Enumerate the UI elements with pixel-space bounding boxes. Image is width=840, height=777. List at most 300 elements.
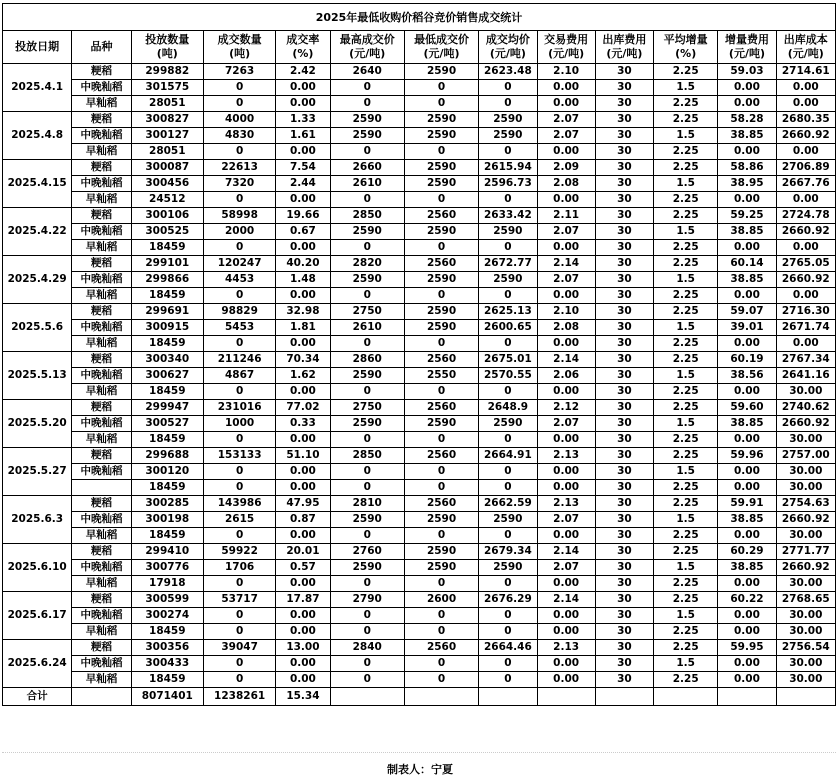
empty-cell [718,688,776,706]
value-cell: 53717 [203,592,275,608]
value-cell: 0.57 [276,560,330,576]
value-cell: 30.00 [776,480,835,496]
value-cell: 30 [595,400,653,416]
value-cell: 4000 [203,112,275,128]
date-cell: 2025.5.13 [3,352,72,400]
value-cell: 2.25 [654,672,718,688]
column-header [131,31,203,64]
value-cell: 0 [479,192,537,208]
value-cell: 1.62 [276,368,330,384]
value-cell: 1.5 [654,224,718,240]
value-cell: 0.00 [537,384,595,400]
value-cell: 0.00 [537,192,595,208]
value-cell: 0.00 [776,144,835,160]
value-cell: 0.00 [276,528,330,544]
value-cell: 2590 [404,560,478,576]
value-cell: 2676.29 [479,592,537,608]
value-cell: 0.00 [537,576,595,592]
value-cell: 0 [479,576,537,592]
column-header [776,31,835,64]
value-cell: 300106 [131,208,203,224]
variety-cell: 粳稻 [72,160,131,176]
value-cell: 300285 [131,496,203,512]
value-cell: 2757.00 [776,448,835,464]
value-cell: 30 [595,512,653,528]
value-cell: 300599 [131,592,203,608]
value-cell: 2662.59 [479,496,537,512]
value-cell: 2590 [330,560,404,576]
column-header-text: (元/吨) [787,47,824,60]
value-cell: 0.00 [718,656,776,672]
value-cell: 0.00 [537,672,595,688]
value-cell: 2625.13 [479,304,537,320]
value-cell: 2.25 [654,624,718,640]
value-cell: 1.5 [654,512,718,528]
value-cell: 0 [479,480,537,496]
value-cell: 2.25 [654,208,718,224]
value-cell: 0.00 [537,528,595,544]
value-cell: 0.00 [276,656,330,672]
value-cell: 30 [595,432,653,448]
variety-cell: 中晚籼稻 [72,176,131,192]
table-row [3,256,836,272]
header-row [3,31,836,64]
value-cell: 0 [479,432,537,448]
value-cell: 0.00 [276,480,330,496]
value-cell: 0 [330,240,404,256]
total-label: 合计 [3,688,72,706]
value-cell: 0 [404,192,478,208]
column-header-text: (元/吨) [606,47,643,60]
value-cell: 7263 [203,64,275,80]
column-header-text: (吨) [156,47,178,60]
value-cell: 2590 [404,416,478,432]
value-cell: 2850 [330,208,404,224]
variety-cell: 早籼稻 [72,576,131,592]
value-cell: 30 [595,128,653,144]
value-cell: 7320 [203,176,275,192]
table-row [3,640,836,656]
value-cell: 300915 [131,320,203,336]
value-cell: 0.00 [718,608,776,624]
value-cell: 2767.34 [776,352,835,368]
variety-cell: 早籼稻 [72,624,131,640]
value-cell: 77.02 [276,400,330,416]
empty-cell [537,688,595,706]
value-cell: 60.22 [718,592,776,608]
value-cell: 2623.48 [479,64,537,80]
variety-cell: 粳稻 [72,544,131,560]
value-cell: 0.00 [718,144,776,160]
value-cell: 2660.92 [776,272,835,288]
value-cell: 299691 [131,304,203,320]
value-cell: 0 [330,96,404,112]
value-cell: 2660 [330,160,404,176]
variety-cell: 粳稻 [72,400,131,416]
value-cell: 0.00 [276,336,330,352]
table-footer: 制表人：宁夏 [387,763,453,776]
table-row [3,304,836,320]
value-cell: 18459 [131,240,203,256]
value-cell: 211246 [203,352,275,368]
value-cell: 0 [203,288,275,304]
value-cell: 30 [595,672,653,688]
column-header [537,31,595,64]
value-cell: 30.00 [776,624,835,640]
value-cell: 38.56 [718,368,776,384]
value-cell: 300776 [131,560,203,576]
value-cell: 30 [595,480,653,496]
value-cell: 2860 [330,352,404,368]
value-cell: 2590 [330,416,404,432]
value-cell: 2820 [330,256,404,272]
total-rate: 15.34 [276,688,330,706]
variety-cell: 早籼稻 [72,144,131,160]
table-row [3,432,836,448]
column-header-text: (吨) [229,47,251,60]
value-cell: 30 [595,544,653,560]
value-cell: 2850 [330,448,404,464]
value-cell: 299866 [131,272,203,288]
value-cell: 2.07 [537,416,595,432]
value-cell: 143986 [203,496,275,512]
empty-cell [72,688,131,706]
value-cell: 0 [479,624,537,640]
variety-cell: 粳稻 [72,256,131,272]
date-cell: 2025.6.3 [3,496,72,544]
value-cell: 1.5 [654,320,718,336]
value-cell: 0 [203,336,275,352]
value-cell: 301575 [131,80,203,96]
value-cell: 30 [595,288,653,304]
table-row [3,320,836,336]
variety-cell: 粳稻 [72,208,131,224]
value-cell: 28051 [131,144,203,160]
value-cell: 2.14 [537,256,595,272]
value-cell: 0.00 [776,96,835,112]
value-cell: 0.00 [718,576,776,592]
value-cell: 120247 [203,256,275,272]
column-header-text: 出库成本 [783,33,828,46]
table-row [3,288,836,304]
value-cell: 2615 [203,512,275,528]
table-row [3,544,836,560]
value-cell: 60.14 [718,256,776,272]
value-cell: 0.00 [537,80,595,96]
value-cell: 0 [479,464,537,480]
column-header [3,31,72,64]
value-cell: 2615.94 [479,160,537,176]
value-cell: 2.25 [654,288,718,304]
table-row [3,496,836,512]
value-cell: 299688 [131,448,203,464]
value-cell: 0 [404,672,478,688]
variety-cell: 中晚籼稻 [72,512,131,528]
value-cell: 2590 [330,272,404,288]
table-row [3,368,836,384]
table-row [3,608,836,624]
value-cell: 2.25 [654,160,718,176]
value-cell: 30 [595,352,653,368]
value-cell: 2.25 [654,480,718,496]
value-cell: 0 [203,576,275,592]
variety-cell: 粳稻 [72,64,131,80]
value-cell: 1.5 [654,416,718,432]
value-cell: 51.10 [276,448,330,464]
variety-cell: 中晚籼稻 [72,224,131,240]
value-cell: 2.25 [654,496,718,512]
value-cell: 0 [404,464,478,480]
value-cell: 38.85 [718,416,776,432]
value-cell: 30 [595,112,653,128]
table-row [3,592,836,608]
value-cell: 2590 [479,128,537,144]
value-cell: 299947 [131,400,203,416]
value-cell: 59.03 [718,64,776,80]
column-header-text: (元/吨) [489,47,526,60]
value-cell: 2590 [404,544,478,560]
value-cell: 28051 [131,96,203,112]
value-cell: 2.07 [537,512,595,528]
value-cell: 0.00 [537,624,595,640]
variety-cell: 中晚籼稻 [72,272,131,288]
stats-table [2,3,836,706]
table-row [3,352,836,368]
total-planned: 8071401 [131,688,203,706]
value-cell: 2590 [404,112,478,128]
value-cell: 2610 [330,320,404,336]
column-header-text: 出库费用 [602,33,647,46]
value-cell: 30.00 [776,576,835,592]
value-cell: 2.25 [654,400,718,416]
column-header [479,31,537,64]
value-cell: 2.25 [654,192,718,208]
table-row [3,528,836,544]
value-cell: 2.09 [537,160,595,176]
column-header-text: 成交数量 [217,33,262,46]
value-cell: 0 [203,240,275,256]
column-header [276,31,330,64]
date-cell: 2025.4.29 [3,256,72,304]
value-cell: 2610 [330,176,404,192]
value-cell: 2.12 [537,400,595,416]
value-cell: 30.00 [776,608,835,624]
value-cell: 30 [595,336,653,352]
value-cell: 2667.76 [776,176,835,192]
value-cell: 18459 [131,384,203,400]
value-cell: 2600.65 [479,320,537,336]
column-header-text: (%) [675,47,697,60]
value-cell: 1.33 [276,112,330,128]
value-cell: 2680.35 [776,112,835,128]
table-row [3,656,836,672]
value-cell: 0 [479,672,537,688]
value-cell: 2590 [479,272,537,288]
value-cell: 2.25 [654,576,718,592]
value-cell: 39.01 [718,320,776,336]
table-row [3,96,836,112]
date-cell: 2025.4.15 [3,160,72,208]
value-cell: 0 [330,528,404,544]
value-cell: 2590 [330,368,404,384]
column-header-text: 增量费用 [724,33,769,46]
value-cell: 300456 [131,176,203,192]
value-cell: 2560 [404,448,478,464]
total-row [3,688,836,706]
value-cell: 299410 [131,544,203,560]
value-cell: 1.61 [276,128,330,144]
value-cell: 30 [595,624,653,640]
value-cell: 0.00 [718,288,776,304]
value-cell: 30 [595,160,653,176]
value-cell: 0.00 [276,240,330,256]
table-row [3,144,836,160]
value-cell: 2.14 [537,352,595,368]
value-cell: 0 [203,672,275,688]
table-row [3,208,836,224]
column-header-text: 成交均价 [485,33,530,46]
date-cell: 2025.5.6 [3,304,72,352]
value-cell: 59.96 [718,448,776,464]
value-cell: 0 [330,288,404,304]
value-cell: 2660.92 [776,128,835,144]
value-cell: 2590 [404,304,478,320]
value-cell: 59.25 [718,208,776,224]
value-cell: 2.07 [537,128,595,144]
table-row [3,128,836,144]
value-cell: 2590 [404,272,478,288]
value-cell: 300433 [131,656,203,672]
value-cell: 2.25 [654,96,718,112]
value-cell: 0.00 [537,288,595,304]
table-row [3,448,836,464]
table-row [3,64,836,80]
value-cell: 0 [330,432,404,448]
value-cell: 0 [479,80,537,96]
value-cell: 2560 [404,400,478,416]
table-row [3,112,836,128]
value-cell: 2.25 [654,112,718,128]
value-cell: 59.91 [718,496,776,512]
value-cell: 7.54 [276,160,330,176]
variety-cell: 早籼稻 [72,672,131,688]
value-cell: 0 [404,80,478,96]
value-cell: 4830 [203,128,275,144]
value-cell: 0 [203,96,275,112]
date-cell: 2025.4.22 [3,208,72,256]
value-cell: 4453 [203,272,275,288]
value-cell: 0.00 [276,384,330,400]
value-cell: 0 [330,464,404,480]
value-cell: 2750 [330,304,404,320]
value-cell: 30 [595,608,653,624]
value-cell: 0 [330,624,404,640]
value-cell: 0.00 [276,464,330,480]
value-cell: 2.25 [654,544,718,560]
value-cell: 30 [595,528,653,544]
value-cell: 2.25 [654,448,718,464]
table-row [3,384,836,400]
value-cell: 2672.77 [479,256,537,272]
value-cell: 0 [404,240,478,256]
value-cell: 2590 [479,112,537,128]
value-cell: 300120 [131,464,203,480]
table-row [3,576,836,592]
table-row [3,80,836,96]
column-header-text: 平均增量 [663,33,708,46]
value-cell: 30 [595,640,653,656]
value-cell: 1000 [203,416,275,432]
value-cell: 0 [404,656,478,672]
value-cell: 98829 [203,304,275,320]
value-cell: 0 [404,576,478,592]
value-cell: 2560 [404,640,478,656]
value-cell: 0 [404,480,478,496]
variety-cell: 粳稻 [72,304,131,320]
value-cell: 30 [595,224,653,240]
value-cell: 0 [203,80,275,96]
variety-cell [72,480,131,496]
value-cell: 2590 [330,512,404,528]
value-cell: 18459 [131,672,203,688]
value-cell: 1.48 [276,272,330,288]
value-cell: 70.34 [276,352,330,368]
value-cell: 0 [404,288,478,304]
value-cell: 30 [595,576,653,592]
value-cell: 30.00 [776,432,835,448]
column-header [718,31,776,64]
value-cell: 59922 [203,544,275,560]
value-cell: 0 [203,624,275,640]
value-cell: 58998 [203,208,275,224]
value-cell: 2679.34 [479,544,537,560]
column-header [203,31,275,64]
value-cell: 30 [595,384,653,400]
total-traded: 1238261 [203,688,275,706]
value-cell: 0 [330,384,404,400]
value-cell: 47.95 [276,496,330,512]
value-cell: 2.25 [654,256,718,272]
value-cell: 2.44 [276,176,330,192]
variety-cell: 粳稻 [72,640,131,656]
empty-cell [479,688,537,706]
value-cell: 1706 [203,560,275,576]
value-cell: 2641.16 [776,368,835,384]
value-cell: 2714.61 [776,64,835,80]
value-cell: 2.06 [537,368,595,384]
value-cell: 0.00 [537,96,595,112]
value-cell: 24512 [131,192,203,208]
variety-cell: 中晚籼稻 [72,464,131,480]
value-cell: 4867 [203,368,275,384]
value-cell: 2660.92 [776,224,835,240]
value-cell: 2.11 [537,208,595,224]
value-cell: 0.00 [537,336,595,352]
value-cell: 2633.42 [479,208,537,224]
variety-cell: 中晚籼稻 [72,608,131,624]
value-cell: 0.00 [718,336,776,352]
value-cell: 59.60 [718,400,776,416]
value-cell: 0 [479,336,537,352]
variety-cell: 早籼稻 [72,192,131,208]
value-cell: 30 [595,560,653,576]
value-cell: 0 [330,656,404,672]
value-cell: 30.00 [776,384,835,400]
value-cell: 2768.65 [776,592,835,608]
value-cell: 18459 [131,624,203,640]
date-cell: 2025.5.20 [3,400,72,448]
value-cell: 300127 [131,128,203,144]
